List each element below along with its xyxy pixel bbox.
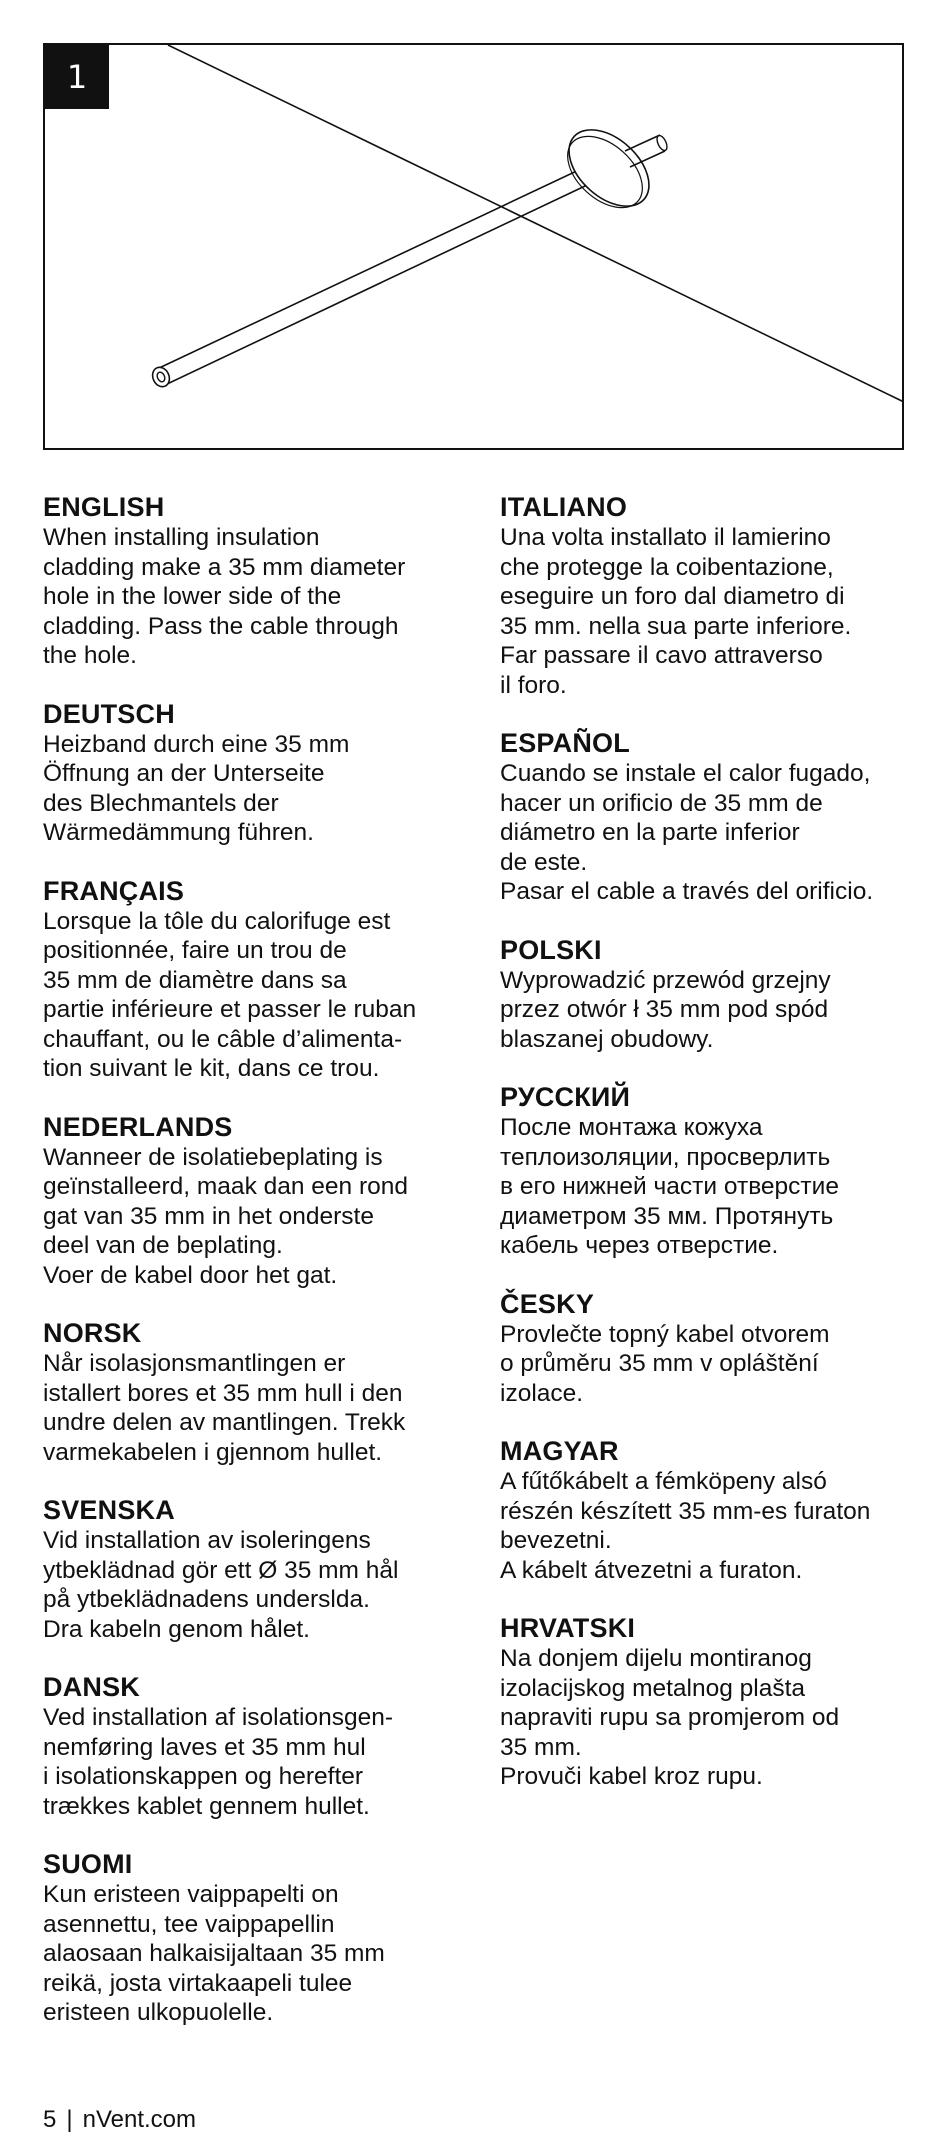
instruction-text: После монтажа кожуха теплоизоляции, просверлить в его нижней части отверстие диаметром 35 мм. Протянуть кабель через отверстие. [500, 1114, 839, 1259]
language-heading: POLSKI [500, 934, 602, 965]
language-heading: ČESKY [500, 1288, 595, 1319]
footer-separator: | [66, 2106, 73, 2133]
instruction-text: Vid installation av isoleringens ytbeklädnad gör ett Ø 35 mm hål på ytbeklädnadens underslda. Dra kabeln genom hålet. [43, 1527, 399, 1643]
language-section-norsk [43, 1318, 458, 1467]
language-section-hrvatski [500, 1613, 920, 1792]
language-section-suomi [43, 1849, 458, 2028]
language-section-magyar [500, 1436, 920, 1585]
instruction-text: A fűtőkábelt a fémköpeny alsó részén készített 35 mm-es furaton bevezetni. A kábelt átvezetni a furaton. [500, 1468, 871, 1584]
language-section-français [43, 876, 458, 1084]
language-section-nederlands [43, 1112, 458, 1291]
language-heading: ESPAÑOL [500, 728, 630, 758]
language-heading: DANSK [43, 1672, 141, 1702]
language-heading: NEDERLANDS [43, 1111, 233, 1142]
language-section-dansk [43, 1672, 458, 1821]
language-heading: SUOMI [43, 1849, 133, 1879]
language-heading: FRANÇAIS [43, 875, 185, 906]
cable-through-cladding-hole-illustration [45, 45, 904, 450]
language-heading: HRVATSKI [500, 1613, 636, 1643]
language-heading: ITALIANO [500, 492, 628, 522]
left-language-column [43, 492, 458, 2056]
footer-site: nVent.com [82, 2106, 196, 2133]
language-section-english [43, 492, 458, 671]
language-heading: MAGYAR [500, 1436, 619, 1466]
instruction-text: Kun eristeen vaippapelti on asennettu, tee vaippapellin alaosaan halkaisijaltaan 35 mm reikä, josta virtakaapeli tulee eristeen ulkopuolelle. [43, 1881, 385, 2026]
language-heading: DEUTSCH [43, 698, 175, 729]
language-section-italiano [500, 492, 920, 700]
illustration-frame [43, 43, 904, 450]
language-section-deutsch [43, 699, 458, 848]
language-heading: SVENSKA [43, 1495, 175, 1525]
instruction-text: Ved installation af isolationsgen- nemføring laves et 35 mm hul i isolationskappen og herefter trækkes kablet gennem hullet. [43, 1704, 394, 1820]
language-section-polski [500, 935, 920, 1055]
language-section-русский [500, 1082, 920, 1261]
language-section-česky [500, 1289, 920, 1409]
instruction-text: Heizband durch eine 35 mm Öffnung an der Unterseite des Blechmantels der Wärmedämmung führen. [43, 730, 350, 846]
step-number-badge: 1 [45, 45, 109, 109]
instruction-text: Lorsque la tôle du calorifuge est positionnée, faire un trou de 35 mm de diamètre dans sa partie inférieure et passer le ruban chauffant, ou le câble d’alimenta- tion suivant le kit, dans ce trou. [43, 907, 417, 1082]
language-section-svenska [43, 1495, 458, 1644]
instruction-text: Na donjem dijelu montiranog izolacijskog metalnog plašta napraviti rupu sa promjerom od 35 mm. Provuči kabel kroz rupu. [500, 1645, 840, 1790]
instruction-text: Wanneer de isolatiebeplating is geïnstalleerd, maak dan een rond gat van 35 mm in het onderste deel van de beplating. Voer de kabel door het gat. [43, 1143, 409, 1289]
instruction-text: Provlečte topný kabel otvorem o průměru 35 mm v opláštění izolace. [500, 1320, 830, 1407]
language-section-español [500, 728, 920, 907]
page-number: 5 [43, 2106, 57, 2133]
right-language-column [500, 492, 920, 1820]
instruction-text: When installing insulation cladding make a 35 mm diameter hole in the lower side of the cladding. Pass the cable through the hole. [43, 524, 406, 669]
language-heading: ENGLISH [43, 492, 165, 522]
language-heading: РУССКИЙ [500, 1082, 631, 1112]
language-heading: NORSK [43, 1318, 142, 1348]
instruction-text: Wyprowadzić przewód grzejny przez otwór ł 35 mm pod spód blaszanej obudowy. [500, 966, 831, 1053]
instruction-text: Una volta installato il lamierino che protegge la coibentazione, eseguire un foro dal diametro di 35 mm. nella sua parte inferiore. Far passare il cavo attraverso il foro. [500, 524, 852, 699]
instruction-text: Cuando se instale el calor fugado, hacer un orificio de 35 mm de diámetro en la parte inferior de este. Pasar el cable a través del orificio. [500, 760, 874, 905]
instruction-text: Når isolasjonsmantlingen er istallert bores et 35 mm hull i den undre delen av mantlingen. Trekk varmekabelen i gjennom hullet. [43, 1350, 406, 1466]
page-footer [43, 2105, 196, 2135]
